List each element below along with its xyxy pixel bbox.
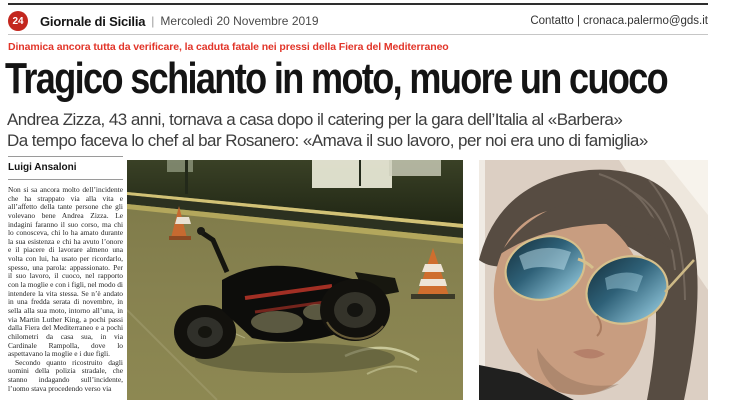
masthead-title: Giornale di Sicilia [40, 13, 146, 29]
page-header [8, 10, 708, 32]
crash-photo-illustration [127, 160, 463, 400]
body-paragraph-1: Non si sa ancora molto dell’incidente che ha strappato via alla vita e all’affetto della tante persone che gli volevano bene Andrea Zizza. Le indagini faranno il suo corso, ma chi lo conosceva, chi lo ha amato durante la sua esistenza e chi ha avuto l’onore e il piacere di lavorare almeno una volta con lui, ha usato per ricordarlo, spesso, una parola: appassionato. Per il suo lavoro, il cuoco, nel rapporto con la moglie e con i figli, nel modo di intendere la vita stessa. Se n’è andato in una fredda serata di novembre, in sella alla sua moto, intorno all’una, in via Martin Luther King, a pochi passi dalla Fiera del Mediterraneo e a pochi chilometri da casa sua, in via Cardinale Rampolla, dove lo aspettavano la moglie e i due figli. [8, 185, 123, 359]
top-rule [8, 3, 708, 5]
article-kicker: Dinamica ancora tutta da verificare, la caduta fatale nei pressi della Fiera del Mediterraneo [8, 41, 449, 53]
page-number-badge: 24 [8, 11, 28, 31]
header-divider [8, 34, 708, 35]
body-paragraph-2: Secondo quanto ricostruito dagli uomini della polizia stradale, che stanno indagando sull’incidente, l’uomo stava procedendo verso via [8, 357, 123, 393]
contact-email-link[interactable]: Contatto | cronaca.palermo@gds.it [530, 15, 708, 27]
header-separator: | [151, 14, 155, 28]
article-headline: Tragico schianto in moto, muore un cuoco [5, 54, 668, 103]
crash-photo [127, 160, 463, 400]
portrait-photo-illustration [479, 160, 708, 400]
article-subhead [7, 110, 735, 151]
subhead-line-1: Andrea Zizza, 43 anni, tornava a casa dopo il catering per la gara dell’Italia al «Barbera» [7, 110, 623, 129]
article-byline: Luigi Ansaloni [8, 156, 123, 180]
edition-date: Mercoledì 20 Novembre 2019 [160, 14, 319, 28]
portrait-photo [479, 160, 708, 400]
article-body [8, 186, 123, 393]
subhead-line-2: Da tempo faceva lo chef al bar Rosanero: «Amava il suo lavoro, per noi era uno di famiglia» [7, 130, 648, 150]
article-text-column [8, 156, 123, 400]
